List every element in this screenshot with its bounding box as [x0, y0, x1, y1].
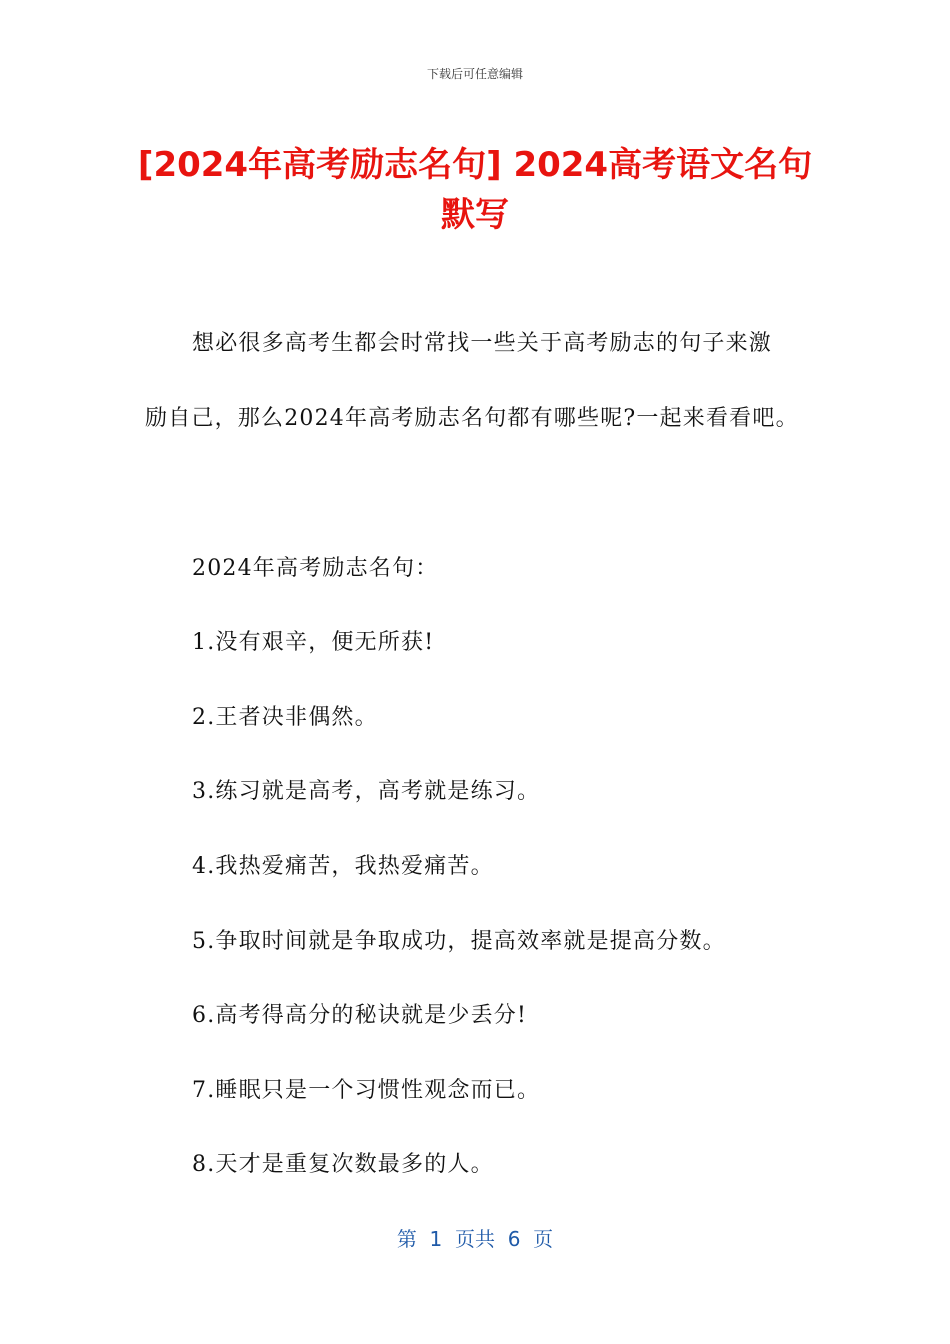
- document-title-line-2: 默写: [441, 195, 509, 235]
- header-note: 下载后可任意编辑: [426, 67, 523, 81]
- quote-item-7: 7.睡眠只是一个习惯性观念而已。: [192, 1078, 541, 1103]
- quote-item-1: 1.没有艰辛，便无所获!: [192, 630, 435, 655]
- intro-paragraph-line-1: 想必很多高考生都会时常找一些关于高考励志的句子来激: [192, 331, 773, 356]
- section-heading: 2024年高考励志名句：: [192, 556, 439, 581]
- intro-paragraph-line-2: 励自己，那么2024年高考励志名句都有哪些呢?一起来看看吧。: [145, 406, 799, 431]
- quote-item-8: 8.天才是重复次数最多的人。: [192, 1152, 494, 1177]
- quote-item-2: 2.王者决非偶然。: [192, 705, 378, 730]
- quote-item-6: 6.高考得高分的秘诀就是少丢分!: [192, 1003, 528, 1028]
- page-indicator: 第 1 页共 6 页: [396, 1227, 554, 1251]
- quote-item-3: 3.练习就是高考，高考就是练习。: [192, 779, 541, 804]
- document-title-line-1: [2024年高考励志名句] 2024高考语文名句: [137, 145, 813, 185]
- quote-item-4: 4.我热爱痛苦，我热爱痛苦。: [192, 854, 494, 879]
- quote-item-5: 5.争取时间就是争取成功，提高效率就是提高分数。: [192, 929, 726, 954]
